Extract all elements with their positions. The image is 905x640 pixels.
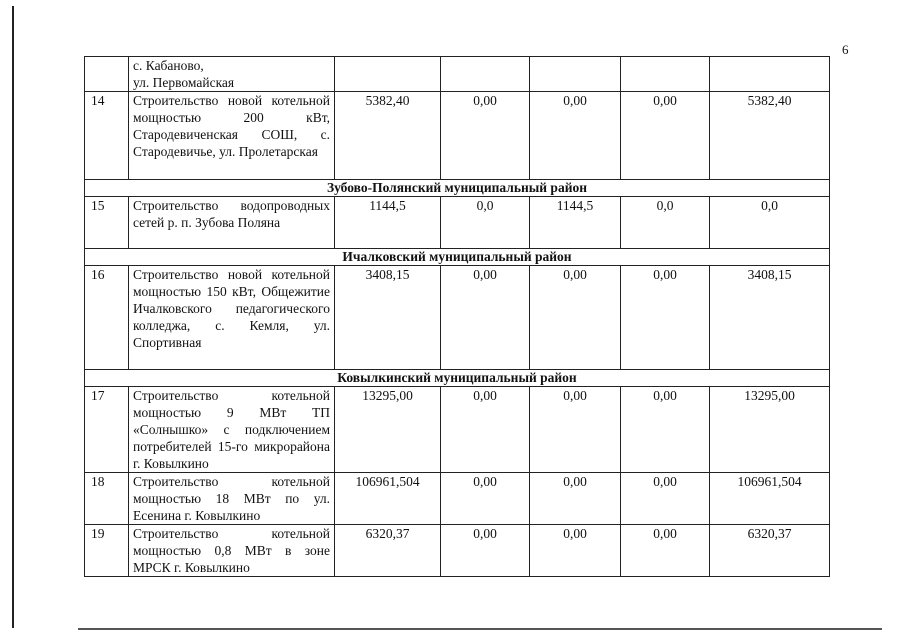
value-cell: 0,00 [621, 92, 710, 180]
table-row [85, 266, 830, 370]
value-cell: 1144,5 [530, 197, 621, 249]
section-header-row [85, 370, 830, 387]
left-margin-rule [12, 6, 14, 628]
row-number-cell: 19 [85, 525, 129, 577]
value-cell: 0,00 [441, 525, 530, 577]
table-row [85, 92, 830, 180]
row-number-cell: 18 [85, 473, 129, 525]
table-row [85, 473, 830, 525]
value-cell: 13295,00 [710, 387, 830, 473]
table-row [85, 57, 830, 92]
value-cell: 0,00 [441, 387, 530, 473]
value-cell: 0,0 [710, 197, 830, 249]
value-cell: 6320,37 [335, 525, 441, 577]
value-cell: 0,00 [530, 266, 621, 370]
value-cell: 5382,40 [710, 92, 830, 180]
value-cell: 0,00 [530, 92, 621, 180]
value-cell [530, 57, 621, 92]
section-header-row [85, 180, 830, 197]
value-cell: 1144,5 [335, 197, 441, 249]
value-cell: 0,0 [441, 197, 530, 249]
value-cell [335, 57, 441, 92]
value-cell: 0,00 [621, 387, 710, 473]
value-cell [621, 57, 710, 92]
value-cell: 0,00 [441, 473, 530, 525]
value-cell: 13295,00 [335, 387, 441, 473]
row-number-cell [85, 57, 129, 92]
row-number-cell: 14 [85, 92, 129, 180]
page-number: 6 [842, 42, 849, 57]
table-row [85, 197, 830, 249]
value-cell [441, 57, 530, 92]
table-row [85, 387, 830, 473]
row-number-cell: 15 [85, 197, 129, 249]
section-title: Зубово-Полянский муниципальный район [85, 180, 830, 197]
row-description-cell: Строительство котельной мощностью 18 МВт по ул. Есенина г. Ковылкино [129, 473, 335, 525]
row-description-cell: Строительство новой котельной мощностью 200 кВт, Стародевиченская СОШ, с. Стародевичье, ул. Пролетарская [129, 92, 335, 180]
value-cell: 0,00 [441, 92, 530, 180]
section-header-row [85, 249, 830, 266]
row-number-cell: 17 [85, 387, 129, 473]
funding-table [84, 56, 830, 577]
row-description-cell: Строительство котельной мощностью 0,8 МВт в зоне МРСК г. Ковылкино [129, 525, 335, 577]
section-title: Ковылкинский муниципальный район [85, 370, 830, 387]
value-cell: 3408,15 [710, 266, 830, 370]
row-description-cell: Строительство водопроводных сетей р. п. Зубова Поляна [129, 197, 335, 249]
value-cell: 0,00 [621, 266, 710, 370]
value-cell: 5382,40 [335, 92, 441, 180]
row-description-cell: Строительство котельной мощностью 9 МВт ТП «Солнышко» с подключением потребителей 15-го микрорайона г. Ковылкино [129, 387, 335, 473]
value-cell: 106961,504 [335, 473, 441, 525]
row-number-cell: 16 [85, 266, 129, 370]
value-cell: 0,00 [530, 387, 621, 473]
value-cell: 0,00 [441, 266, 530, 370]
value-cell: 106961,504 [710, 473, 830, 525]
row-description-cell: с. Кабаново, ул. Первомайская [129, 57, 335, 92]
section-title: Ичалковский муниципальный район [85, 249, 830, 266]
value-cell: 0,00 [621, 473, 710, 525]
value-cell [710, 57, 830, 92]
row-description-cell: Строительство новой котельной мощностью 150 кВт, Общежитие Ичалковского педагогического колледжа, с. Кемля, ул. Спортивная [129, 266, 335, 370]
value-cell: 0,00 [530, 473, 621, 525]
value-cell: 0,00 [621, 525, 710, 577]
value-cell: 0,0 [621, 197, 710, 249]
value-cell: 0,00 [530, 525, 621, 577]
table-row [85, 525, 830, 577]
value-cell: 6320,37 [710, 525, 830, 577]
value-cell: 3408,15 [335, 266, 441, 370]
bottom-rule [78, 628, 882, 630]
